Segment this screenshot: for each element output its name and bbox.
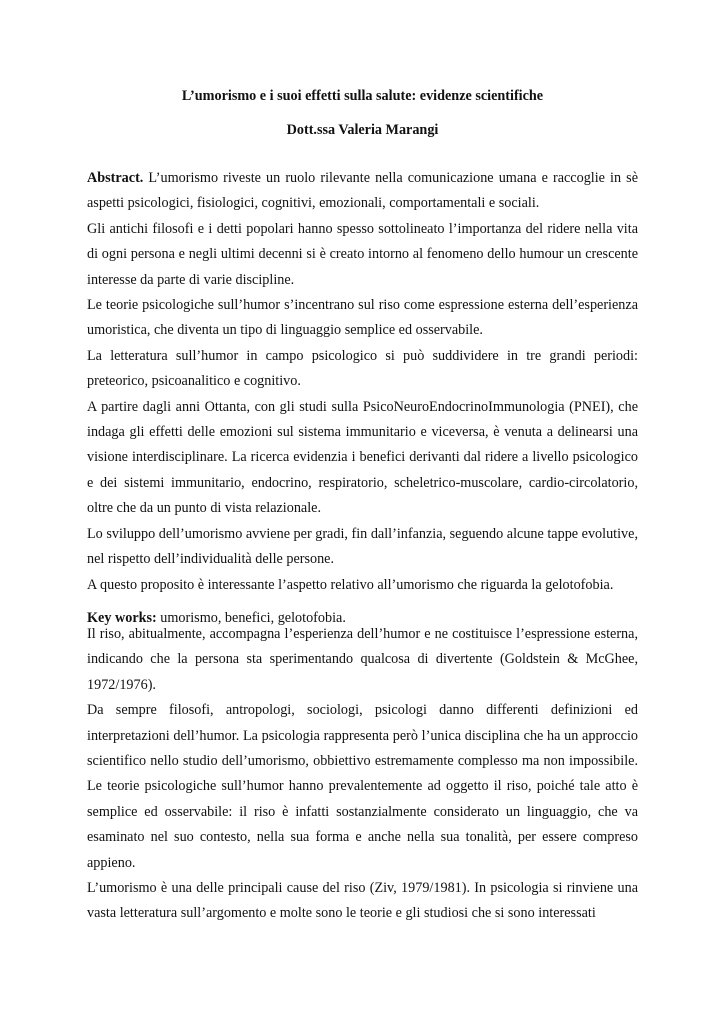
abstract-section bbox=[87, 166, 638, 598]
abstract-paragraph: La letteratura sull’humor in campo psicologico si può suddividere in tre grandi periodi: preteorico, psicoanalitico e cognitivo. bbox=[87, 347, 638, 390]
paper-title: L’umorismo e i suoi effetti sulla salute: evidenze scientifiche bbox=[181, 88, 544, 104]
abstract-paragraph: A questo proposito è interessante l’aspetto relativo all’umorismo che riguarda la gelotofobia. bbox=[87, 576, 614, 593]
body-paragraph: L’umorismo è una delle principali cause del riso (Ziv, 1979/1981). In psicologia si rinviene una vasta letteratura sull’argomento e molte sono le teorie e gli studiosi che si sono interessati bbox=[87, 880, 638, 922]
abstract-paragraph: Lo sviluppo dell’umorismo avviene per gradi, fin dall’infanzia, seguendo alcune tappe evolutive, nel rispetto dell’individualità delle persone. bbox=[87, 525, 638, 568]
abstract-paragraph: Le teorie psicologiche sull’humor s’incentrano sul riso come espressione esterna dell’esperienza umoristica, che diventa un tipo di linguaggio semplice ed osservabile. bbox=[87, 297, 638, 339]
body-section bbox=[87, 622, 638, 927]
body-paragraph: Da sempre filosofi, antropologi, sociologi, psicologi danno differenti definizioni ed interpretazioni dell’humor. La psicologia rappresenta però l’unica disciplina che ha un approccio scientifico nello studio dell’umorismo, obbiettivo estremamente complesso ma non impossibile. Le teorie psicologiche sull’humor hanno prevalentemente ad oggetto il riso, poiché tale atto è semplice ed osservabile: il riso è infatti sostanzialmente considerato un linguaggio, che va esaminato nel suo contesto, nella sua forma e anche nella sua tonalità, per essere compreso appieno. bbox=[87, 702, 638, 871]
body-paragraph: Il riso, abitualmente, accompagna l’esperienza dell’humor e ne costituisce l’espressione esterna, indicando che la persona sta sperimentando qualcosa di divertente (Goldstein & McGhee, 1972/1976). bbox=[87, 626, 638, 693]
abstract-label: Abstract. bbox=[87, 170, 144, 186]
abstract-intro-paragraph bbox=[87, 166, 638, 217]
abstract-paragraph: Gli antichi filosofi e i detti popolari hanno spesso sottolineato l’importanza del ridere nella vita di ogni persona e negli ultimi decenni si è creato intorno al fenomeno dello humour un crescente interesse da parte di varie discipline. bbox=[87, 220, 638, 288]
paper-author: Dott.ssa Valeria Marangi bbox=[286, 122, 439, 138]
key-works-text: umorismo, benefici, gelotofobia. bbox=[156, 610, 346, 626]
key-works-label: Key works: bbox=[87, 610, 157, 626]
abstract-intro-text: L’umorismo riveste un ruolo rilevante nella comunicazione umana e raccoglie in sè aspetti psicologici, fisiologici, cognitivi, emozionali, comportamentali e sociali. bbox=[87, 170, 638, 212]
abstract-paragraph: A partire dagli anni Ottanta, con gli studi sulla PsicoNeuroEndocrinoImmunologia (PNEI), che indaga gli effetti delle emozioni sul sistema immunitario e viceversa, è venuta a delinearsi una visione interdisciplinare. La ricerca evidenzia i benefici derivanti dal ridere a livello psicologico e dei sistemi immunitario, endocrino, respiratorio, scheletrico-muscolare, cardio-circolatorio, oltre che da un punto di vista relazionale. bbox=[87, 398, 638, 517]
